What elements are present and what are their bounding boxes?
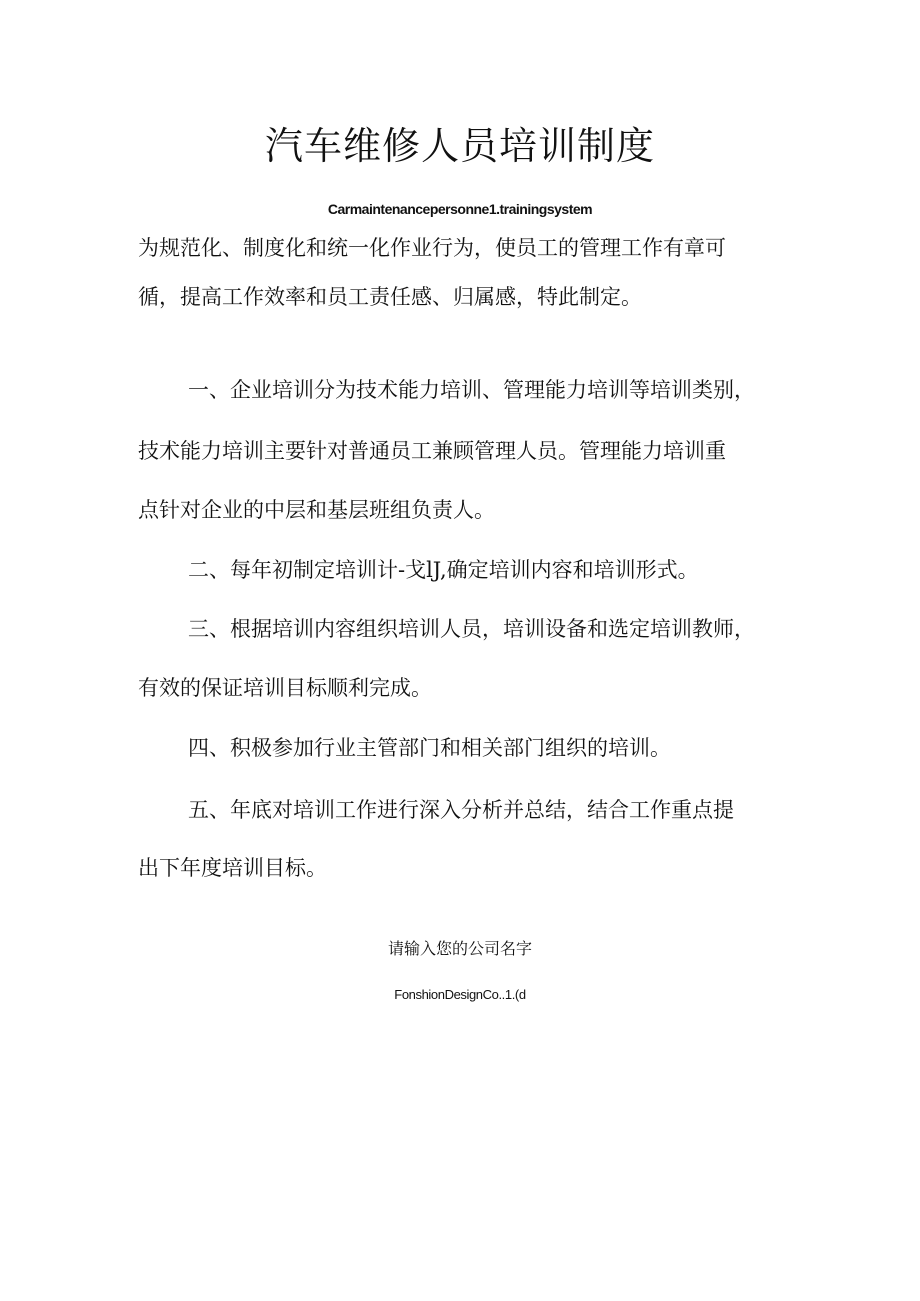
item-3-line-2: 有效的保证培训目标顺利完成。 [138, 676, 432, 700]
item-2-line-1: 二、每年初制定培训计-戈lJ,确定培训内容和培训形式。 [188, 558, 699, 582]
item-1-line-3: 点针对企业的中层和基层班组负责人。 [138, 498, 495, 522]
item-1-line-1: 一、企业培训分为技术能力培训、管理能力培训等培训类别， [188, 378, 755, 402]
item-1-line-2: 技术能力培训主要针对普通员工兼顾管理人员。管理能力培训重 [138, 439, 726, 463]
document-title: 汽车维修人员培训制度 [264, 124, 655, 168]
item-3-line-1: 三、根据培训内容组织培训人员，培训设备和选定培训教师， [188, 617, 755, 641]
document-subtitle: Carmaintenancepersonne1.trainingsystem [327, 201, 593, 217]
item-4-line-1: 四、积极参加行业主管部门和相关部门组织的培训。 [188, 736, 671, 760]
company-name-placeholder: 请输入您的公司名字 [387, 939, 532, 958]
intro-line-2: 循，提高工作效率和员工责任感、归属感，特此制定。 [138, 285, 642, 309]
item-5-line-2: 出下年度培训目标。 [138, 856, 327, 880]
intro-line-1: 为规范化、制度化和统一化作业行为，使员工的管理工作有章可 [138, 236, 726, 260]
company-name-english: FonshionDesignCo..1.(d [394, 987, 526, 1002]
item-5-line-1: 五、年底对培训工作进行深入分析并总结，结合工作重点提 [188, 798, 734, 822]
